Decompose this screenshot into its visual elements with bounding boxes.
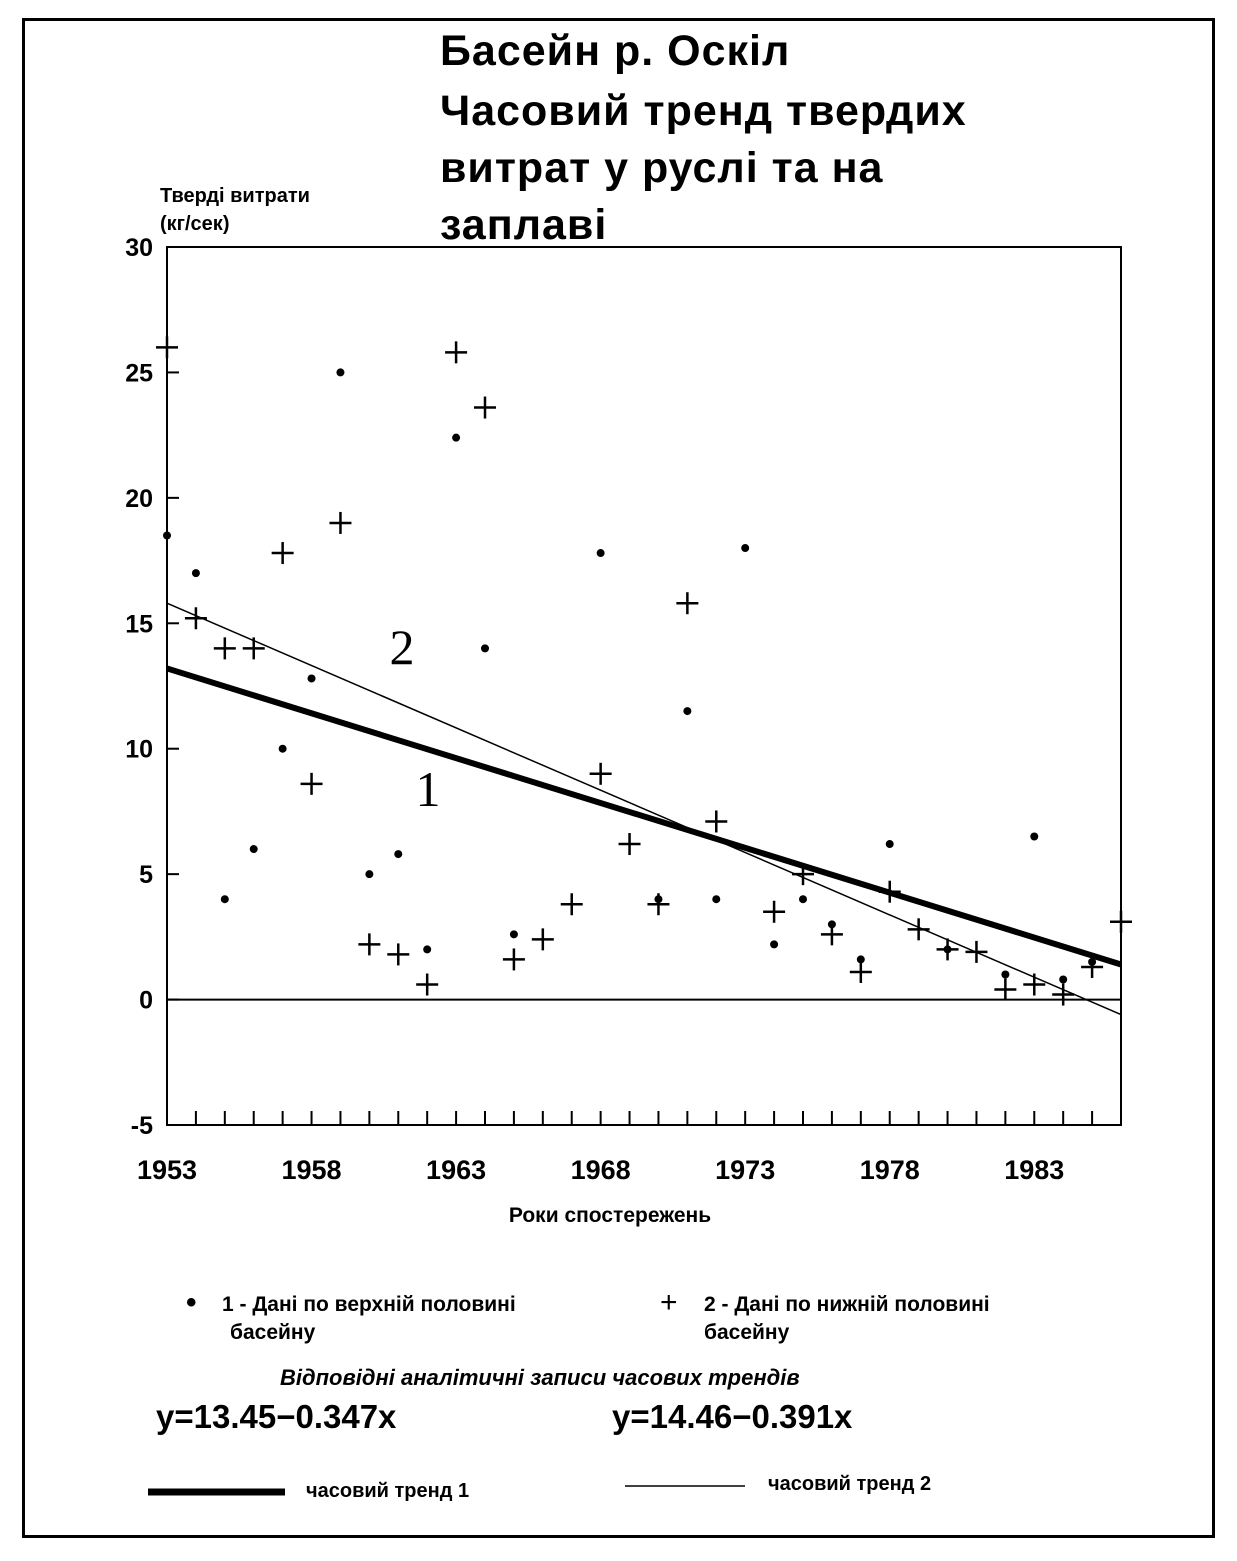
- y-axis-label-line-1: Тверді витрати: [160, 185, 310, 207]
- legend-plus-symbol: +: [660, 1286, 678, 1319]
- legend-series-2-line-1: 2 - Дані по нижній половині: [704, 1293, 990, 1316]
- x-tick-label: 1978: [859, 1155, 920, 1185]
- trend-1-equation: y=13.45−0.347x: [156, 1398, 397, 1435]
- y-tick-label: 5: [139, 861, 153, 890]
- y-axis-label-line-2: (кг/сек): [160, 213, 230, 235]
- trend-1-label: 1: [415, 761, 441, 817]
- y-tick-label: 20: [125, 484, 153, 513]
- legend-dot-symbol: •: [186, 1286, 197, 1319]
- title-line-1: Басейн р. Оскіл: [440, 27, 791, 75]
- y-tick-label: 25: [125, 359, 153, 388]
- trend-1-legend-label: часовий тренд 1: [306, 1480, 470, 1502]
- y-tick-label: 15: [125, 610, 153, 639]
- y-tick-label: 30: [125, 234, 153, 262]
- title-line-4: заплаві: [440, 201, 608, 249]
- title-line-2: Часовий тренд твердих: [440, 87, 967, 135]
- x-axis-label: Роки спостережень: [508, 1204, 712, 1227]
- title-line-3: витрат у руслі та на: [440, 144, 884, 192]
- legend-series-1-line-2: басейну: [230, 1321, 316, 1344]
- x-tick-label: 1983: [1004, 1155, 1065, 1185]
- x-tick-label: 1963: [426, 1155, 487, 1185]
- x-tick-label: 1973: [715, 1155, 776, 1185]
- x-tick-label: 1953: [136, 1155, 198, 1185]
- y-tick-label: 0: [139, 986, 153, 1015]
- x-tick-label: 1968: [570, 1155, 631, 1185]
- trend-2-legend-label: часовий тренд 2: [768, 1473, 932, 1495]
- equations-caption: Відповідні аналітичні записи часових трендів: [280, 1365, 800, 1390]
- x-tick-label: 1958: [281, 1155, 342, 1185]
- legend-series-2-line-2: басейну: [704, 1321, 790, 1344]
- trend-2-equation: y=14.46−0.391x: [612, 1398, 853, 1435]
- y-tick-label: 10: [125, 735, 153, 764]
- y-tick-label: -5: [130, 1112, 153, 1140]
- legend-series-1-line-1: 1 - Дані по верхній половині: [222, 1293, 516, 1316]
- trend-2-label: 2: [389, 619, 415, 675]
